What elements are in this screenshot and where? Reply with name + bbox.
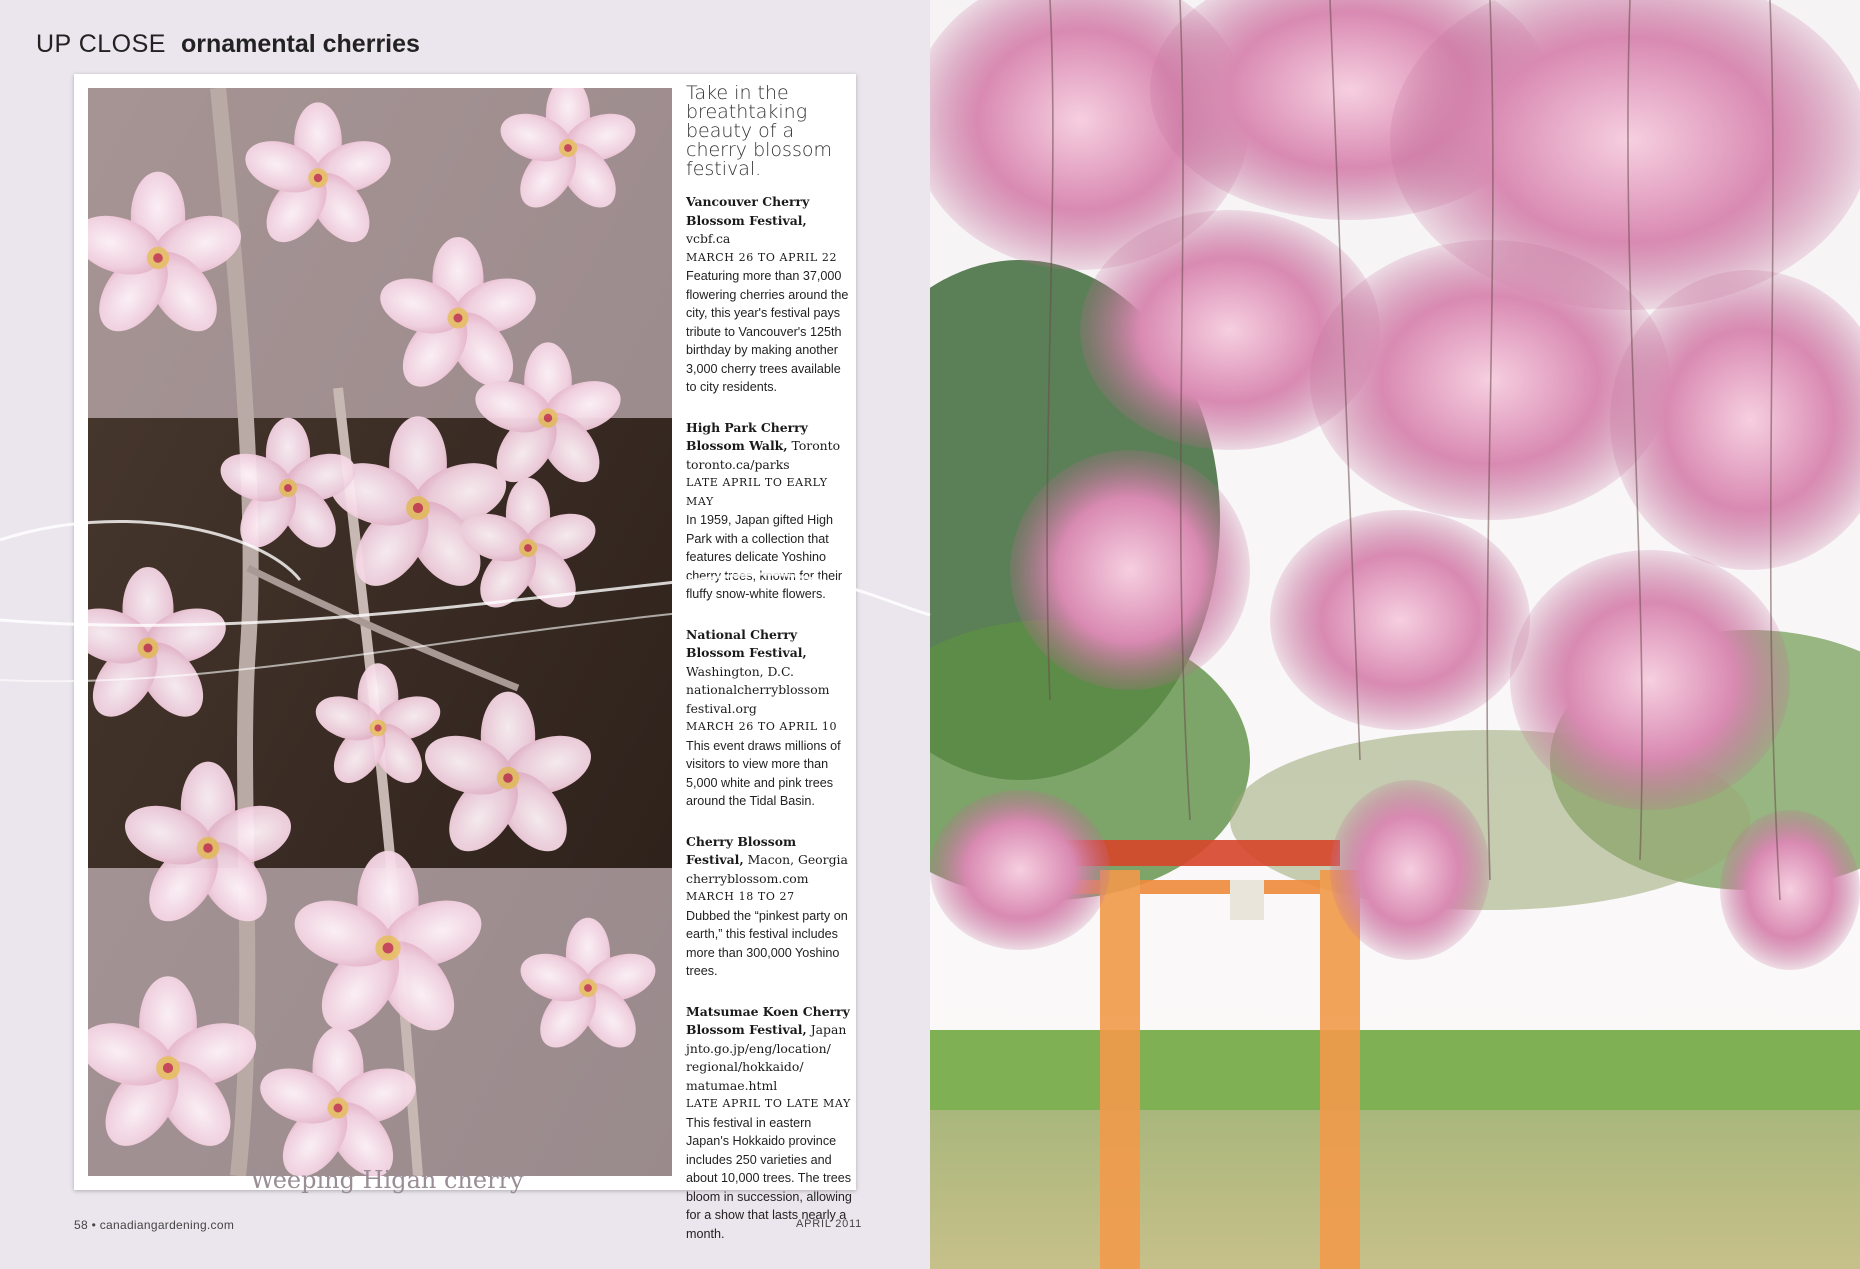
event-title [686,193,854,249]
event-url[interactable]: vcbf.ca [686,231,731,246]
event-description: Featuring more than 37,000 flowering cherries around the city, this year's festival pays tribute to Vancouver's 125th birthday by making another 3,000 cherry trees available to city residents. [686,269,849,394]
page-number: 58 [74,1218,88,1232]
torii-blossom-photo [930,0,1860,1269]
photo-caption: Weeping Higan cherry [250,1166,524,1194]
event-entry [686,1003,854,1244]
event-description: This event draws millions of visitors to view more than 5,000 white and pink trees around the Tidal Basin. [686,738,841,808]
event-description: Dubbed the “pinkest party on earth,” this festival includes more than 300,000 Yoshino trees. [686,908,848,978]
event-title [686,626,854,682]
event-url[interactable]: nationalcherryblossom festival.org [686,682,830,716]
event-description: In 1959, Japan gifted High Park with a collection that features delicate Yoshino cherry trees, known for their fluffy snow-white flowers. [686,513,843,601]
event-dates: LATE APRIL TO EARLY MAY [686,476,828,508]
event-entry [686,419,854,604]
footer-issue: APRIL 2011 [796,1218,863,1230]
event-entry [686,193,854,397]
event-title [686,833,854,870]
event-name: Matsumae Koen Cherry Blossom Festival, [686,1003,850,1037]
event-dates: MARCH 26 TO APRIL 10 [686,720,838,733]
cherry-blossom-closeup-photo [88,88,672,1176]
event-dates: MARCH 26 TO APRIL 22 [686,250,838,264]
event-entry [686,833,854,981]
event-title [686,419,854,456]
article-title: ornamental cherries [180,30,420,58]
event-location: Toronto [791,438,841,453]
page-header [36,30,420,59]
torii-gate-illustration [930,0,1860,1269]
event-entry [686,626,854,811]
event-title [686,1003,854,1040]
event-url[interactable]: cherryblossom.com [686,870,809,886]
festival-sidebar [686,84,854,1265]
event-name: National Cherry Blossom Festival, [686,626,807,660]
event-location: Washington, D.C. [686,663,794,679]
event-name: Cherry Blossom Festival, [686,833,797,867]
site-name: canadiangardening.com [99,1218,235,1232]
event-dates: MARCH 18 TO 27 [686,890,795,903]
sidebar-intro: Take in the breathtaking beauty of a cherry blossom festival. [686,82,832,180]
event-name: High Park Cherry Blossom Walk, [686,419,808,453]
event-location: Macon, Georgia [747,852,848,867]
section-kicker: UP CLOSE [36,30,166,58]
event-url[interactable]: toronto.ca/parks [686,456,790,472]
footer-folio: 58 • canadiangardening.com [74,1218,235,1232]
event-description: This festival in eastern Japan's Hokkaido province includes 250 varieties and about 10,000 trees. The trees bloom in succession, allowing for a show that lasts nearly a month. [686,1115,852,1241]
blossom-illustration [88,88,672,1176]
event-name: Vancouver Cherry Blossom Festival, [686,194,810,228]
event-location: Japan [810,1022,847,1037]
event-url[interactable]: jnto.go.jp/eng/location/ regional/hokkaido/ matumae.html [686,1040,831,1093]
event-dates: LATE APRIL TO LATE MAY [686,1097,851,1110]
